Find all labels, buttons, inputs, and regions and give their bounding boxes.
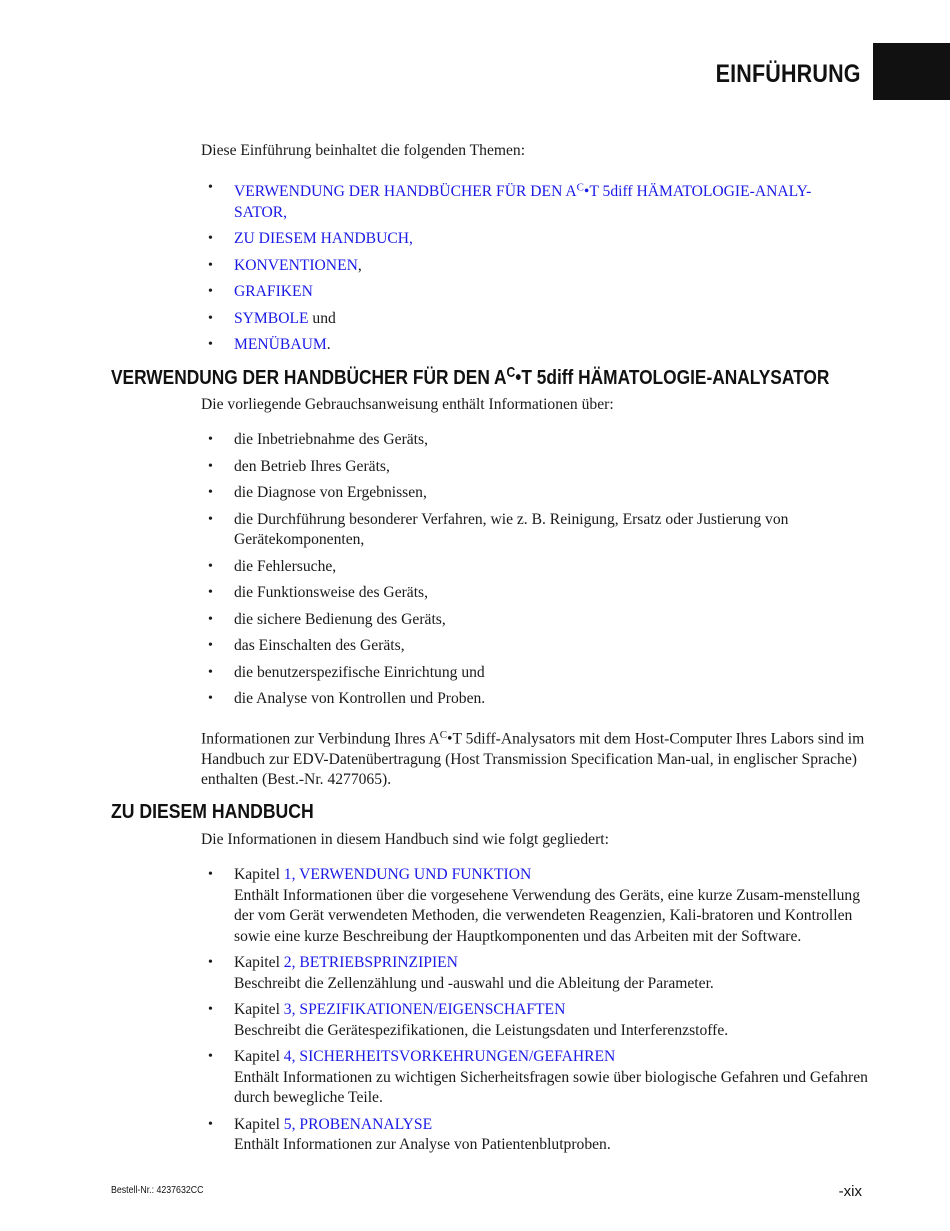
topic-item: [201, 229, 871, 250]
topic-item: • SYMBOLE und: [201, 309, 871, 330]
chapter-link-4[interactable]: 4, SICHERHEITSVORKEHRUNGEN/GEFAHREN: [283, 1048, 616, 1065]
intro-text: Diese Einführung beinhaltet die folgenden Themen:: [201, 142, 526, 159]
topic-link-grafiken[interactable]: GRAFIKEN: [234, 283, 313, 301]
bullet-icon: •: [208, 664, 213, 680]
bullet-icon: •: [208, 955, 213, 970]
chapter-description: Beschreibt die Gerätespezifikationen, die Leistungsdaten und Interferenzstoffe.: [234, 1021, 729, 1039]
list-item: • die Diagnose von Ergebnissen,: [201, 483, 871, 504]
chapter-description: Beschreibt die Zellenzählung und -auswahl und die Ableitung der Parameter.: [234, 974, 714, 992]
bullet-icon: •: [208, 558, 213, 574]
bullet-icon: •: [208, 691, 213, 706]
list-item: • die benutzerspezifische Einrichtung und: [201, 663, 871, 684]
chapter-item: • Kapitel 5, PROBENANALYSE Enthält Informationen zur Analyse von Patientenblutproben.: [201, 1115, 871, 1156]
page-number: -xix: [838, 1183, 862, 1200]
chapter-link-5[interactable]: 5, PROBENANALYSE: [283, 1115, 433, 1133]
chapter-description: Enthält Informationen zu wichtigen Sicherheitsfragen sowie über biologische Gefahren und Gefahren durch bewegliche Teile.: [234, 1068, 868, 1106]
bullet-icon: •: [208, 284, 213, 300]
list-item: • das Einschalten des Geräts,: [201, 636, 871, 657]
topic-list: [201, 178, 871, 356]
bullet-icon: •: [208, 432, 213, 447]
section-heading-handbuch: ZU DIESEM HANDBUCH: [111, 800, 314, 823]
bullet-icon: •: [208, 310, 213, 326]
bullet-icon: •: [208, 231, 213, 247]
topic-link-konventionen[interactable]: KONVENTIONEN: [234, 256, 358, 274]
bullet-icon: •: [208, 867, 213, 882]
list-item: • die sichere Bedienung des Geräts,: [201, 610, 871, 631]
bullet-icon: •: [208, 585, 213, 600]
order-number: Bestell-Nr.: 4237632CC: [111, 1185, 204, 1196]
bullet-icon: •: [208, 1116, 213, 1132]
chapter-link-3[interactable]: 3, SPEZIFIKATIONEN/EIGENSCHAFTEN: [283, 1001, 566, 1018]
bullet-icon: •: [208, 1049, 213, 1064]
topic-link-handbuch[interactable]: ZU DIESEM HANDBUCH,: [234, 230, 413, 248]
topic-item: [201, 178, 871, 223]
bullet-icon: •: [208, 337, 213, 353]
list-item: • die Funktionsweise des Geräts,: [201, 583, 871, 604]
chapter-link-2[interactable]: 2, BETRIEBSPRINZIPIEN: [283, 954, 458, 971]
topic-link-symbole[interactable]: SYMBOLE: [234, 309, 309, 327]
usage-list: [201, 430, 871, 710]
section-heading-verwendung: VERWENDUNG DER HANDBÜCHER FÜR DEN $A^C•T$ 5diff HÄMATOLOGIE-ANALYSATOR: [111, 365, 830, 390]
chapter-item: • Kapitel 3, SPEZIFIKATIONEN/EIGENSCHAFTEN Beschreibt die Gerätespezifikationen, die Leistungsdaten und Interferenzstoffe.: [201, 1000, 871, 1041]
topic-link-verwendung[interactable]: VERWENDUNG DER HANDBÜCHER FÜR DEN $A^C•T$ 5diff HÄMATOLOGIE-ANALY- SATOR,: [234, 182, 812, 221]
bullet-icon: •: [208, 180, 213, 195]
chapter-item: • Kapitel 4, SICHERHEITSVORKEHRUNGEN/GEFAHREN Enthält Informationen zu wichtigen Sicherheitsfragen sowie über biologische Gefahren und Gefahren durch bewegliche Teile.: [201, 1047, 871, 1109]
topic-item: • KONVENTIONEN,: [201, 256, 871, 277]
chapter-item: • Kapitel 1, VERWENDUNG UND FUNKTION Enthält Informationen über die vorgesehene Verwendung des Geräts, eine kurze Zusam-menstellung der vom Gerät verwendeten Methoden, die verwendeten Reagenzien, Kali-bratoren und Kontrollen sowie eine kurze Beschreibung der Hauptkomponenten und das Arbeiten mit der Software.: [201, 865, 871, 947]
bullet-icon: •: [208, 485, 213, 500]
chapter-tab-marker: [873, 43, 950, 100]
list-item: • die Durchführung besonderer Verfahren, wie z. B. Reinigung, Ersatz oder Justierung von Gerätekomponenten,: [208, 510, 789, 548]
bullet-icon: •: [208, 1002, 213, 1017]
bullet-icon: •: [208, 511, 213, 527]
bullet-icon: •: [208, 458, 213, 474]
chapter-description: Enthält Informationen zur Analyse von Patientenblutproben.: [234, 1136, 611, 1153]
host-transmission-paragraph: Informationen zur Verbindung Ihres $A^C•T$ 5diff-Analysators mit dem Host-Computer Ihres Labors sind im Handbuch zur EDV-Datenübertragung (Host Transmission Specification Man-ual, in englischer Sprache) enthalten (Best.-Nr. 4277065).: [201, 729, 865, 789]
bullet-icon: •: [208, 638, 213, 653]
bullet-icon: •: [208, 611, 213, 627]
topic-item: [201, 282, 871, 303]
topic-item: • MENÜBAUM.: [201, 335, 871, 356]
bullet-icon: •: [208, 257, 213, 273]
list-item: • die Inbetriebnahme des Geräts,: [201, 430, 871, 451]
chapter-item: • Kapitel 2, BETRIEBSPRINZIPIEN Beschreibt die Zellenzählung und -auswahl und die Ableitung der Parameter.: [201, 953, 871, 994]
chapter-list: [201, 865, 871, 1156]
list-item: • den Betrieb Ihres Geräts,: [201, 457, 871, 478]
chapter-link-1[interactable]: 1, VERWENDUNG UND FUNKTION: [283, 866, 532, 883]
list-item: • die Fehlersuche,: [201, 557, 871, 578]
topic-link-menuebaum[interactable]: MENÜBAUM: [234, 336, 327, 354]
chapter-title: EINFÜHRUNG: [715, 60, 861, 88]
chapter-description: Enthält Informationen über die vorgesehene Verwendung des Geräts, eine kurze Zusam-menstellung der vom Gerät verwendeten Methoden, die verwendeten Reagenzien, Kali-bratoren und Kontrollen sowie eine kurze Beschreibung der Hauptkomponenten und das Arbeiten mit der Software.: [234, 886, 861, 945]
section2-lead: Die Informationen in diesem Handbuch sind wie folgt gegliedert:: [201, 831, 609, 848]
section1-lead: Die vorliegende Gebrauchsanweisung enthält Informationen über:: [201, 396, 614, 413]
list-item: • die Analyse von Kontrollen und Proben.: [201, 689, 871, 710]
